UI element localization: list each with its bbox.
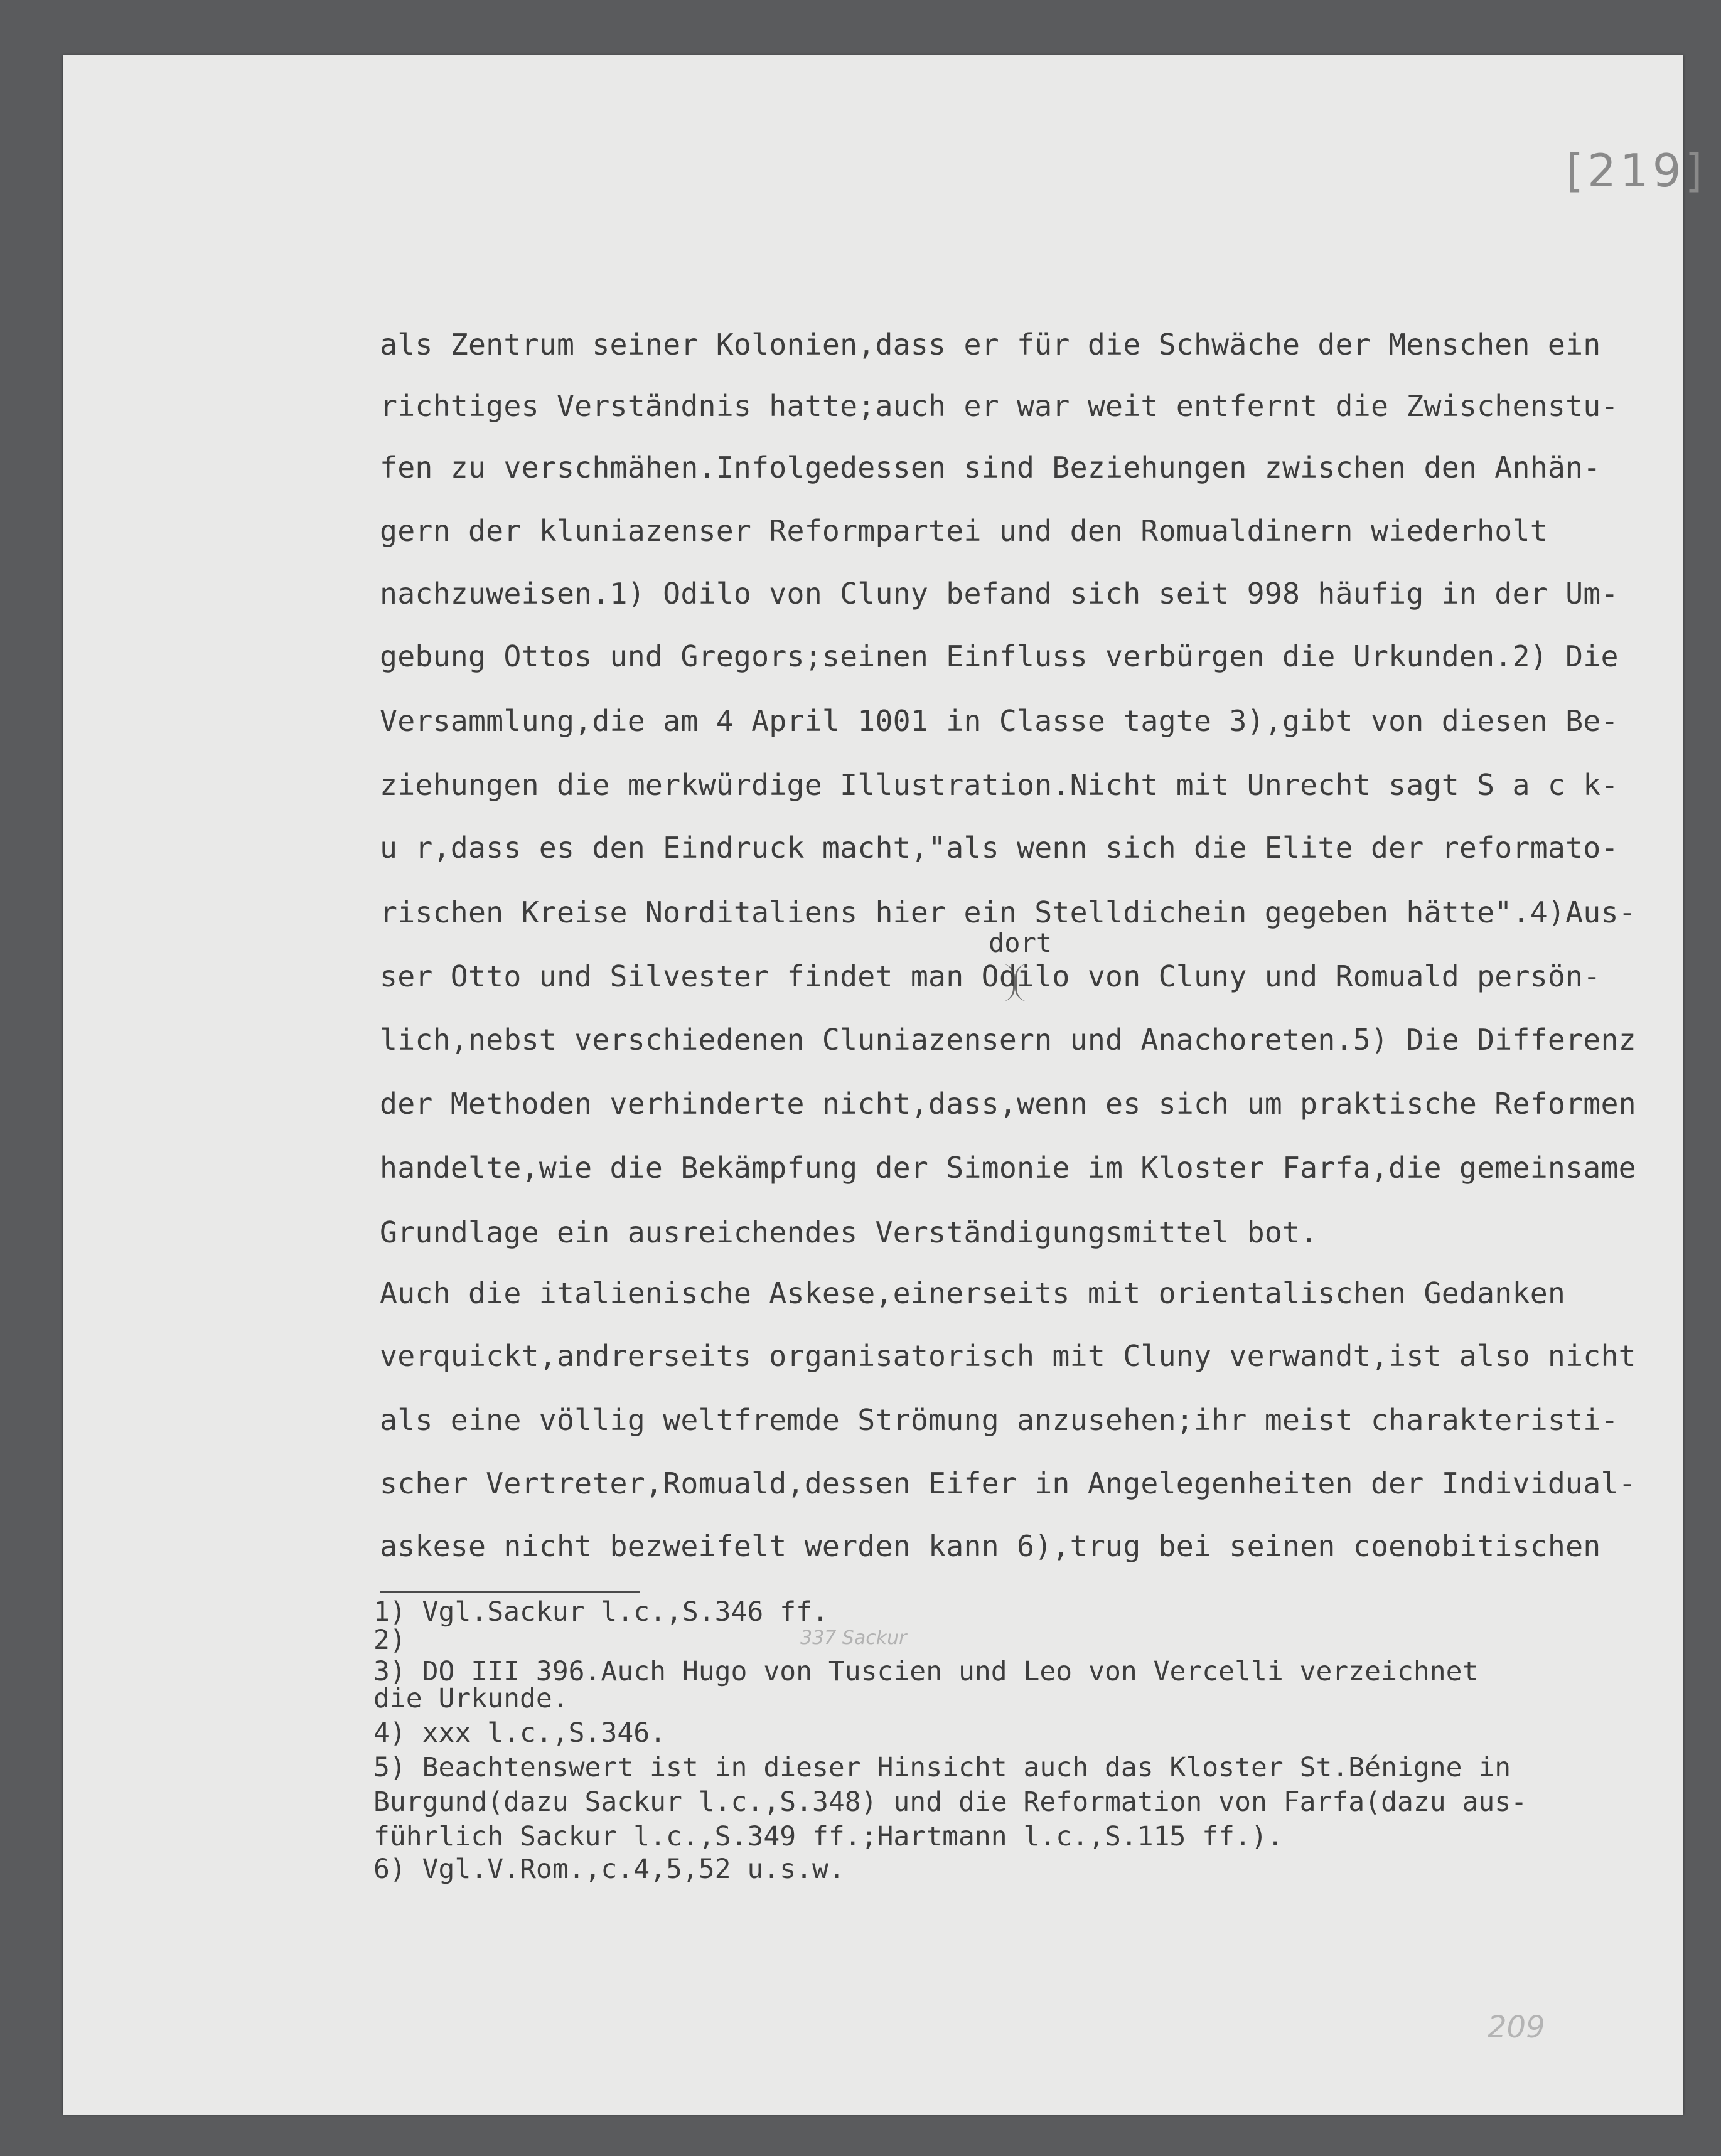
- footnote-line: 4) xxx l.c.,S.346.: [373, 1717, 666, 1749]
- footnote-line: 3) DO III 396.Auch Hugo von Tuscien und Leo von Vercelli verzeichnet: [373, 1656, 1479, 1687]
- pencil-annotation: 337 Sackur: [800, 1627, 907, 1649]
- body-line: verquickt,andrerseits organisatorisch mit Cluny verwandt,ist also nicht: [380, 1339, 1636, 1373]
- body-line: Versammlung,die am 4 April 1001 in Classe tagte 3),gibt von diesen Be-: [380, 704, 1619, 738]
- footnote-line: 1) Vgl.Sackur l.c.,S.346 ff.: [373, 1596, 828, 1628]
- footnote-line: 5) Beachtenswert ist in dieser Hinsicht auch das Kloster St.Bénigne in: [373, 1752, 1511, 1783]
- footnote-divider: [380, 1591, 640, 1593]
- body-line: askese nicht bezweifelt werden kann 6),trug bei seinen coenobitischen: [380, 1529, 1601, 1563]
- body-line: richtiges Verständnis hatte;auch er war weit entfernt die Zwischenstu-: [380, 389, 1619, 423]
- body-line: u r,dass es den Eindruck macht,"als wenn sich die Elite der reformato-: [380, 831, 1619, 865]
- page-number-handwritten: [219]: [1566, 144, 1707, 197]
- body-line: Auch die italienische Askese,einerseits mit orientalischen Gedanken: [380, 1276, 1566, 1310]
- body-line: rischen Kreise Norditaliens hier ein Stelldichein gegeben hätte".4)Aus-: [380, 895, 1636, 929]
- body-line: der Methoden verhinderte nicht,dass,wenn es sich um praktische Reformen: [380, 1087, 1636, 1121]
- body-line: gern der kluniazenser Reformpartei und den Romualdinern wiederholt: [380, 514, 1548, 548]
- body-line: nachzuweisen.1) Odilo von Cluny befand sich seit 998 häufig in der Um-: [380, 577, 1619, 611]
- body-line: als Zentrum seiner Kolonien,dass er für die Schwäche der Menschen ein: [380, 328, 1601, 361]
- body-line: handelte,wie die Bekämpfung der Simonie im Kloster Farfa,die gemeinsame: [380, 1151, 1636, 1185]
- footnote-line: die Urkunde.: [373, 1683, 569, 1714]
- body-line: ziehungen die merkwürdige Illustration.Nicht mit Unrecht sagt S a c k-: [380, 768, 1619, 802]
- footnote-line: führlich Sackur l.c.,S.349 ff.;Hartmann l.c.,S.115 ff.).: [373, 1821, 1284, 1852]
- body-line: fen zu verschmähen.Infolgedessen sind Beziehungen zwischen den Anhän-: [380, 451, 1601, 484]
- body-line: lich,nebst verschiedenen Cluniazensern und Anachoreten.5) Die Differenz: [380, 1023, 1636, 1057]
- page-number-pencil: 209: [1488, 2010, 1545, 2045]
- body-line: als eine völlig weltfremde Strömung anzusehen;ihr meist charakteristi-: [380, 1403, 1619, 1437]
- handwritten-insertion: dort: [989, 927, 1053, 958]
- footnote-line: 2): [373, 1625, 406, 1656]
- body-line: scher Vertreter,Romuald,dessen Eifer in Angelegenheiten der Individual-: [380, 1466, 1636, 1500]
- body-line: Grundlage ein ausreichendes Verständigungsmittel bot.: [380, 1215, 1318, 1249]
- body-line: gebung Ottos und Gregors;seinen Einfluss verbürgen die Urkunden.2) Die: [380, 639, 1619, 673]
- footnote-line: Burgund(dazu Sackur l.c.,S.348) und die Reformation von Farfa(dazu aus-: [373, 1786, 1528, 1818]
- body-line: ser Otto und Silvester findet man Odilo von Cluny und Romuald persön-: [380, 959, 1601, 993]
- document-page: [63, 55, 1707, 2115]
- footnote-line: 6) Vgl.V.Rom.,c.4,5,52 u.s.w.: [373, 1854, 845, 1885]
